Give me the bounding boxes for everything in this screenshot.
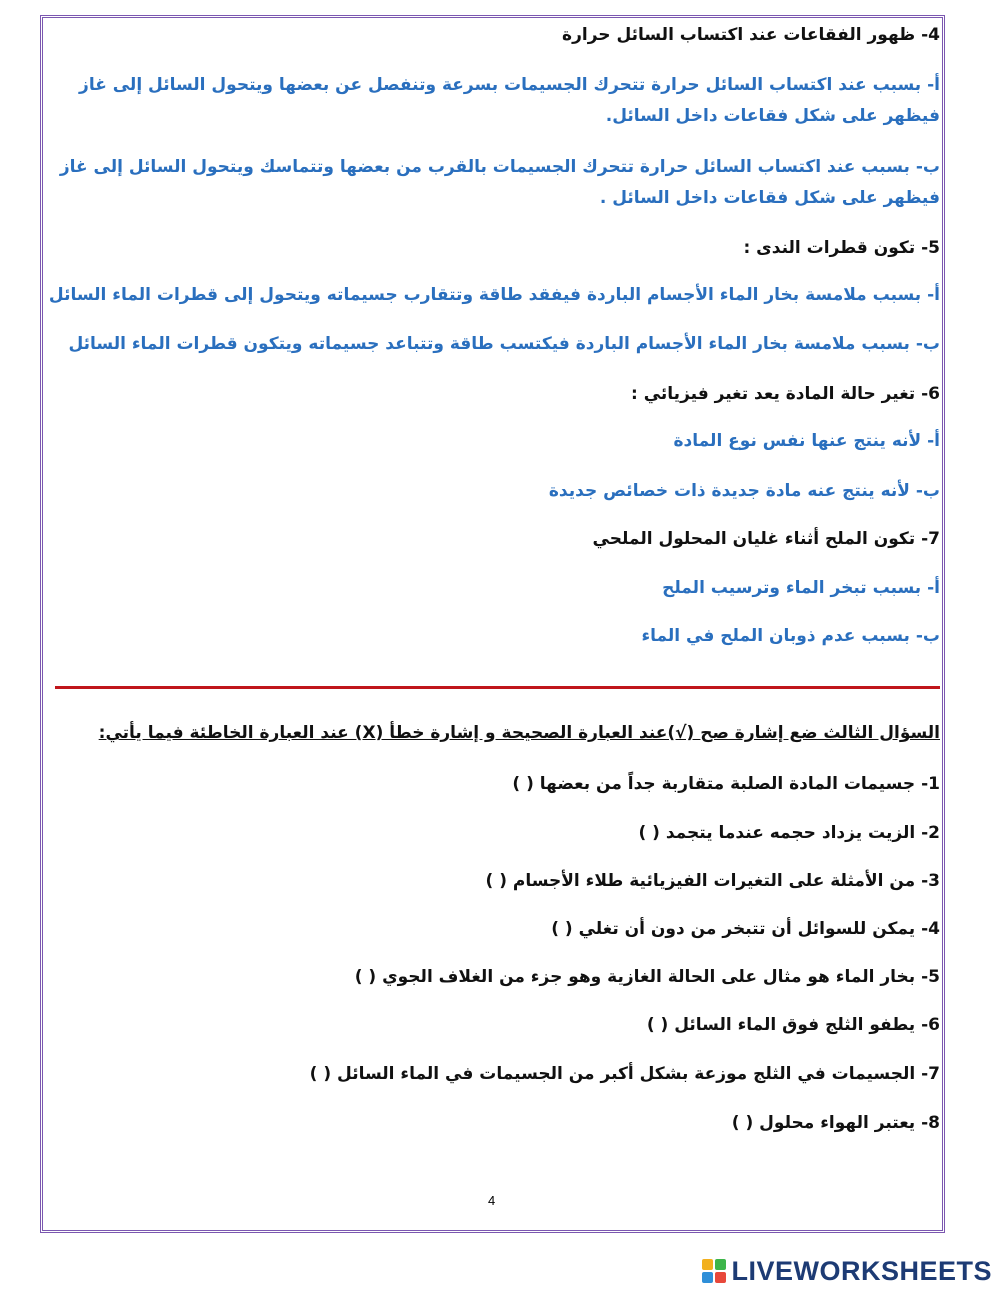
q4-option-a[interactable]: أ- بسبب عند اكتساب السائل حرارة تتحرك الجسيمات بسرعة وتنفصل عن بعضها ويتحول السائل إلى غاز فيظهر على شكل فقاعات داخل السائل.: [79, 75, 940, 126]
q6-stem: 6- تغير حالة المادة يعد تغير فيزيائي :: [631, 384, 940, 404]
tf-item-6[interactable]: 6- يطفو الثلج فوق الماء السائل ( ): [646, 1015, 940, 1035]
logo-icon: [702, 1259, 726, 1283]
section3-heading: السؤال الثالث ضع إشارة صح (√)عند العبارة الصحيحة و إشارة خطأ (X) عند العبارة الخاطئة فيما يأتي:: [98, 723, 940, 743]
tf-item-4[interactable]: 4- يمكن للسوائل أن تتبخر من دون أن تغلي ( ): [551, 919, 940, 939]
section-divider: [55, 686, 940, 689]
q6-option-b[interactable]: ب- لأنه ينتج عنه مادة جديدة ذات خصائص جديدة: [548, 481, 940, 501]
q5-option-a[interactable]: أ- بسبب ملامسة بخار الماء الأجسام الباردة فيفقد طاقة وتتقارب جسيماته ويتحول إلى قطرات الماء السائل: [48, 285, 940, 305]
q6-option-a[interactable]: أ- لأنه ينتج عنها نفس نوع المادة: [673, 431, 940, 451]
liveworksheets-logo: [702, 1256, 992, 1286]
q7-stem: 7- تكون الملح أثناء غليان المحلول الملحي: [592, 529, 940, 549]
tf-item-3[interactable]: 3- من الأمثلة على التغيرات الفيزيائية طلاء الأجسام ( ): [485, 871, 940, 891]
q5-option-b[interactable]: ب- بسبب ملامسة بخار الماء الأجسام الباردة فيكتسب طاقة وتتباعد جسيماته ويتكون قطرات الماء السائل: [68, 334, 940, 354]
brand-name: LIVEWORKSHEETS: [731, 1255, 992, 1286]
tf-item-5[interactable]: 5- بخار الماء هو مثال على الحالة الغازية وهو جزء من الغلاف الجوي ( ): [354, 967, 940, 987]
q4-option-b[interactable]: ب- بسبب عند اكتساب السائل حرارة تتحرك الجسيمات بالقرب من بعضها وتتماسك ويتحول السائل إلى غاز فيظهر على شكل فقاعات داخل السائل .: [59, 157, 940, 208]
q7-option-b[interactable]: ب- بسبب عدم ذوبان الملح في الماء: [641, 626, 940, 646]
q4-stem: 4- ظهور الفقاعات عند اكتساب السائل حرارة: [562, 25, 940, 45]
page-number: 4: [488, 1193, 496, 1208]
tf-item-8[interactable]: 8- يعتبر الهواء محلول ( ): [731, 1113, 940, 1133]
tf-item-2[interactable]: 2- الزيت يزداد حجمه عندما يتجمد ( ): [638, 823, 940, 843]
tf-item-1[interactable]: 1- جسيمات المادة الصلبة متقاربة جداً من بعضها ( ): [512, 774, 940, 794]
q7-option-a[interactable]: أ- بسبب تبخر الماء وترسيب الملح: [662, 578, 940, 598]
q5-stem: 5- تكون قطرات الندى :: [743, 238, 940, 258]
tf-item-7[interactable]: 7- الجسيمات في الثلج موزعة بشكل أكبر من الجسيمات في الماء السائل ( ): [309, 1064, 940, 1084]
